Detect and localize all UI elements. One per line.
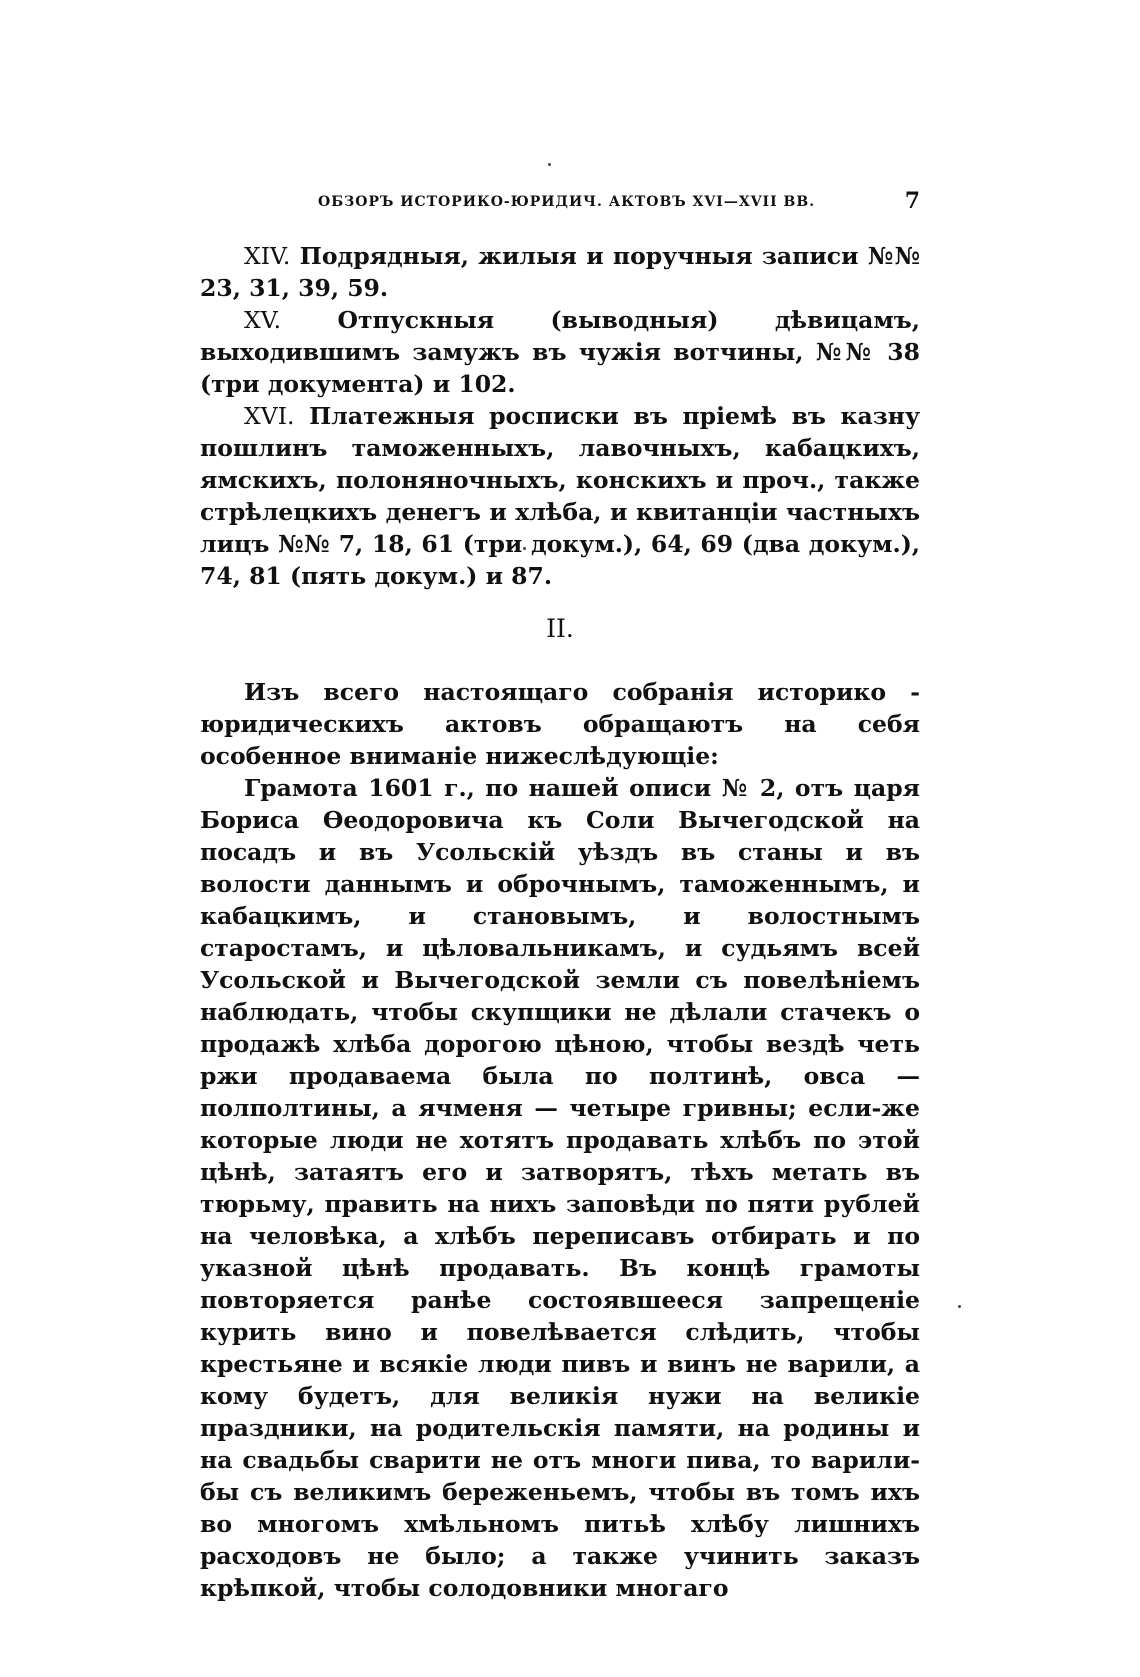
list-item-text: Подрядныя, жилыя и поручныя записи №№ 23, 31, 39, 59. <box>200 242 920 302</box>
page-number: 7 <box>904 188 920 214</box>
list-item <box>200 240 920 304</box>
section-heading: II. <box>546 614 574 643</box>
list-item-numeral: XV. <box>244 306 282 334</box>
body-text <box>200 676 920 1604</box>
list-item-numeral: XIV. <box>244 242 291 270</box>
list-item <box>200 304 920 400</box>
list-item <box>200 400 920 592</box>
list-item-numeral: XVI. <box>244 402 295 430</box>
body-paragraph: Грамота 1601 г., по нашей описи № 2, отъ царя Бориса Ѳеодоровича къ Соли Вычегодской на посадъ и въ Усольскій уѣздъ въ станы и въ волости даннымъ и оброчнымъ, таможеннымъ, и кабацкимъ, и становымъ, и волостнымъ старостамъ, и цѣловальникамъ, и судьямъ всей Усольской и Вычегодской земли съ повелѣніемъ наблюдать, чтобы скупщики не дѣлали стачекъ о продажѣ хлѣба дорогою цѣною, чтобы вездѣ четь ржи продаваема была по полтинѣ, овса — полполтины, а ячменя — четыре гривны; если-же которые люди не хотятъ продавать хлѣбъ по этой цѣнѣ, затаятъ его и затворятъ, тѣхъ метать въ тюрьму, править на нихъ заповѣди по пяти рублей на человѣка, а хлѣбъ переписавъ отбирать и по указной цѣнѣ продавать. Въ концѣ грамоты повторяется ранѣе состоявшееся запрещеніе курить вино и повелѣвается слѣдить, чтобы крестьяне и всякіе люди пивъ и винъ не варили, а кому будетъ, для великія нужи на великіе праздники, на родительскія памяти, на родины и на свадьбы сварити не отъ многи пива, то варили-бы съ великимъ береженьемъ, чтобы въ томъ ихъ во многомъ хмѣльномъ питьѣ хлѣбу лишнихъ расходовъ не было; а также учинить заказъ крѣпкой, чтобы солодовники многаго <box>200 774 920 1602</box>
category-list <box>200 240 920 592</box>
list-item-text: Платежныя росписки въ пріемѣ въ казну пошлинъ таможенныхъ, лавочныхъ, кабацкихъ, ямскихъ, полоняночныхъ, конскихъ и проч., также стрѣлецкихъ денегъ и хлѣба, и квитанціи частныхъ лицъ №№ 7, 18, 61 (три докум.), 64, 69 (два докум.), 74, 81 (пять докум.) и 87. <box>200 402 920 590</box>
scan-speck <box>548 163 551 166</box>
running-head: ОБЗОРЪ ИСТОРИКО-ЮРИДИЧ. АКТОВЪ XVI—XVII ВВ. <box>318 194 816 210</box>
body-paragraph: Изъ всего настоящаго собранія историко - юридическихъ актовъ обращаютъ на себя особенное вниманіе нижеслѣдующіе: <box>200 678 920 770</box>
page-header <box>200 188 920 220</box>
scan-speck <box>958 1305 961 1308</box>
list-item-text: Отпускныя (выводныя) дѣвицамъ, выходившимъ замужъ въ чужія вотчины, №№ 38 (три документа) и 102. <box>200 306 920 398</box>
